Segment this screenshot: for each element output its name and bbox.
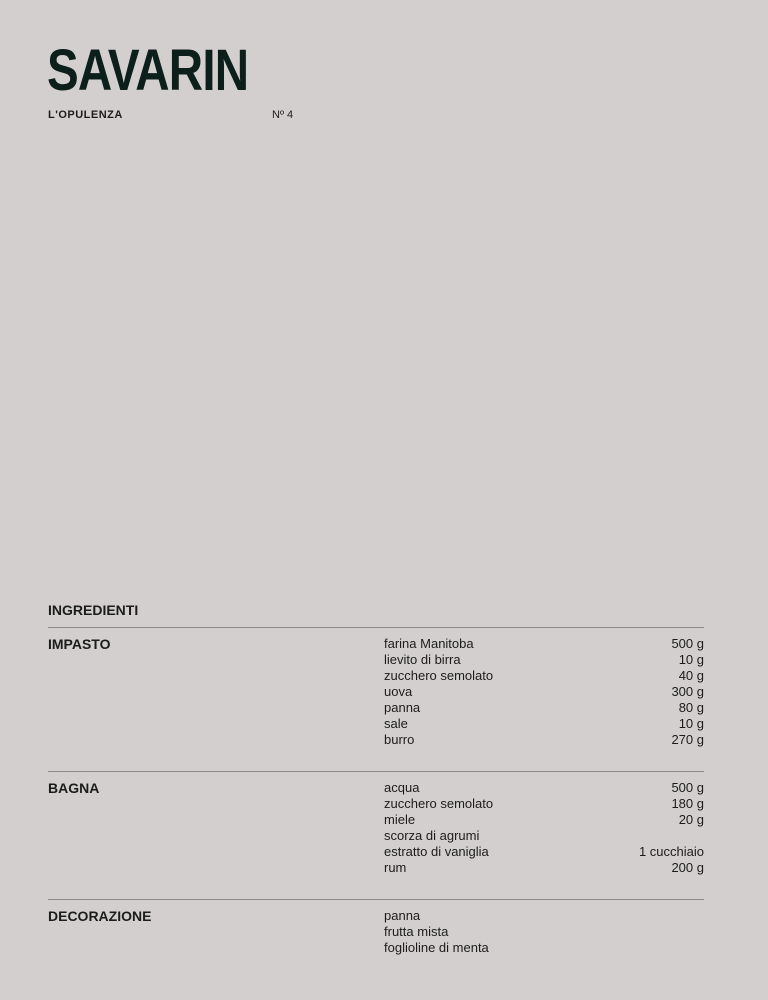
ingredient-list xyxy=(384,636,704,748)
ingredient-qty: 10 g xyxy=(678,716,704,731)
ingredient-row xyxy=(384,636,704,652)
ingredient-row xyxy=(384,732,704,748)
ingredient-list xyxy=(384,908,704,956)
ingredient-list xyxy=(384,780,704,876)
ingredient-row xyxy=(384,940,704,956)
ingredient-qty: 500 g xyxy=(671,636,704,651)
ingredient-qty: 80 g xyxy=(678,700,704,715)
ingredient-row xyxy=(384,844,704,860)
ingredient-name: acqua xyxy=(384,780,420,795)
ingredient-name: burro xyxy=(384,732,415,747)
ingredient-name: panna xyxy=(384,700,421,715)
ingredient-name: farina Manitoba xyxy=(384,636,474,651)
ingredient-qty: 1 cucchiaio xyxy=(638,844,704,859)
issue-number: Nº 4 xyxy=(272,109,294,121)
ingredient-qty: 40 g xyxy=(678,668,704,683)
page-subtitle: L'OPULENZA xyxy=(48,109,123,121)
ingredient-name: uova xyxy=(384,684,413,699)
ingredient-qty: 300 g xyxy=(671,684,704,699)
ingredient-row xyxy=(384,652,704,668)
ingredient-row xyxy=(384,828,704,844)
ingredient-row xyxy=(384,860,704,876)
ingredient-qty: 200 g xyxy=(671,860,704,875)
ingredient-row xyxy=(384,924,704,940)
ingredient-name: estratto di vaniglia xyxy=(384,844,489,859)
section-title: BAGNA xyxy=(48,780,100,796)
section-decorazione xyxy=(48,899,704,955)
ingredient-name: foglioline di menta xyxy=(384,940,489,955)
ingredient-qty: 180 g xyxy=(671,796,704,811)
ingredient-name: panna xyxy=(384,908,421,923)
ingredient-name: scorza di agrumi xyxy=(384,828,480,843)
ingredient-row xyxy=(384,700,704,716)
ingredient-name: rum xyxy=(384,860,407,875)
section-title: IMPASTO xyxy=(48,636,111,652)
ingredient-qty: 20 g xyxy=(678,812,704,827)
ingredient-name: lievito di birra xyxy=(384,652,461,667)
ingredient-row xyxy=(384,668,704,684)
ingredient-name: frutta mista xyxy=(384,924,449,939)
ingredient-row xyxy=(384,812,704,828)
ingredient-qty: 10 g xyxy=(678,652,704,667)
section-title: DECORAZIONE xyxy=(48,908,152,924)
ingredients-heading: INGREDIENTI xyxy=(48,602,139,618)
ingredient-name: zucchero semolato xyxy=(384,668,494,683)
section-bagna xyxy=(48,771,704,875)
ingredient-name: zucchero semolato xyxy=(384,796,494,811)
ingredient-qty: 500 g xyxy=(671,780,704,795)
ingredient-name: sale xyxy=(384,716,408,731)
page-title: SAVARIN xyxy=(47,38,249,103)
ingredient-row xyxy=(384,716,704,732)
ingredient-row xyxy=(384,780,704,796)
ingredient-row xyxy=(384,684,704,700)
ingredient-row xyxy=(384,796,704,812)
ingredient-qty: 270 g xyxy=(671,732,704,747)
section-impasto xyxy=(48,627,704,747)
ingredient-name: miele xyxy=(384,812,416,827)
ingredient-row xyxy=(384,908,704,924)
